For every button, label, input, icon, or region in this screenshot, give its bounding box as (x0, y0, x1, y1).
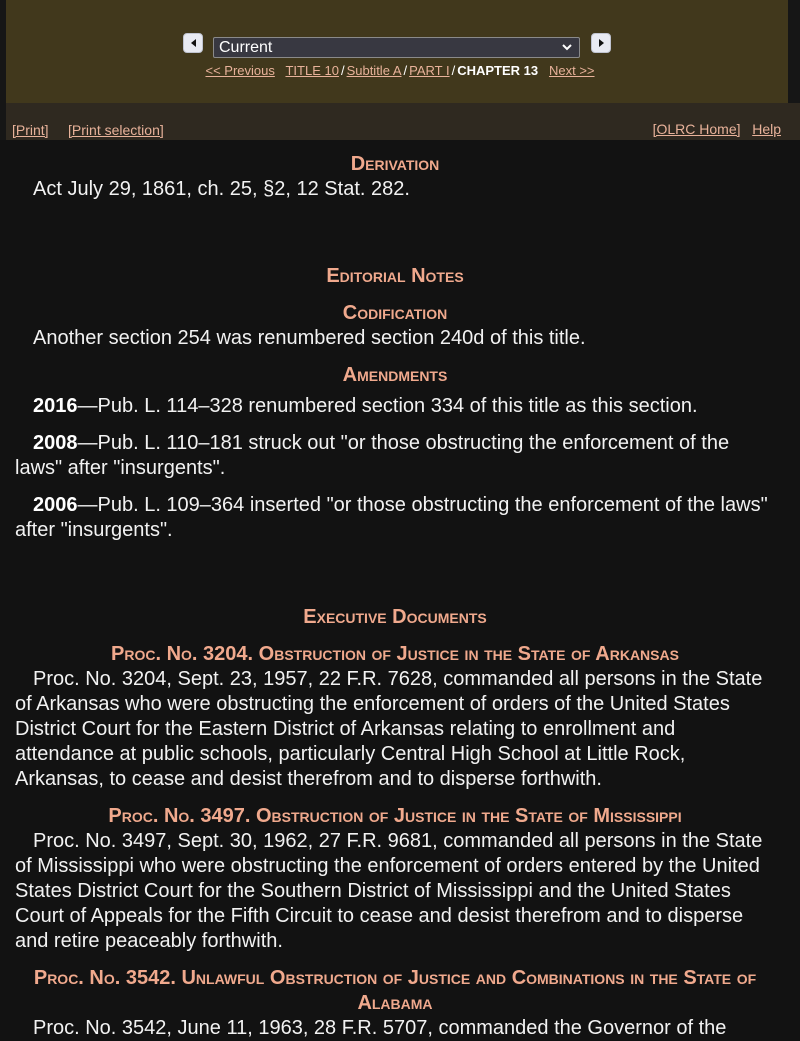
next-link[interactable]: Next >> (548, 63, 595, 78)
amendments-heading: Amendments (342, 364, 448, 386)
executive-documents-heading: Executive Documents (303, 606, 487, 628)
derivation-text: Act July 29, 1861, ch. 25, §2, 12 Stat. 282. (33, 178, 410, 200)
triangle-left-icon (191, 39, 196, 47)
print-selection-link[interactable]: [Print selection] (68, 122, 164, 138)
previous-version-button[interactable] (183, 33, 203, 53)
amendment-item (15, 493, 775, 543)
proclamation-heading: Proc. No. 3542. Unlawful Obstruction of Justice and Combinations in the State of Alabama (33, 967, 757, 1014)
next-version-button[interactable] (591, 33, 611, 53)
breadcrumb (190, 63, 610, 79)
print-link[interactable]: [Print] (12, 122, 49, 138)
proclamation-text: Proc. No. 3542, June 11, 1963, 28 F.R. 5707, commanded the Governor of the (33, 1017, 727, 1039)
amendment-year: 2016 (33, 395, 78, 417)
editorial-notes-heading: Editorial Notes (326, 265, 464, 287)
triangle-right-icon (599, 39, 604, 47)
version-nav (0, 33, 800, 59)
amendment-year: 2006 (33, 494, 78, 516)
amendment-year: 2008 (33, 432, 78, 454)
proclamation-text: Proc. No. 3497, Sept. 30, 1962, 27 F.R. 9681, commanded all persons in the State of Mississippi who were obstructing the enforcement of orders entered by the United States District Court for the Southern District of Mississippi and the United States Court of Appeals for the Fifth Circuit to cease and desist therefrom and to disperse and retire peaceably forthwith. (15, 830, 763, 952)
previous-link[interactable]: << Previous (205, 63, 275, 78)
breadcrumb-separator: / (403, 63, 408, 78)
amendment-item (15, 431, 775, 481)
breadcrumb-title[interactable]: TITLE 10 (285, 63, 339, 78)
breadcrumb-chapter: CHAPTER 13 (457, 63, 539, 78)
breadcrumb-subtitle[interactable]: Subtitle A (346, 63, 402, 78)
amendment-text: —Pub. L. 110–181 struck out "or those obstructing the enforcement of the laws" after "insurgents". (15, 432, 730, 479)
help-links (653, 121, 781, 137)
breadcrumb-separator: / (451, 63, 456, 78)
proclamation-heading: Proc. No. 3497. Obstruction of Justice in the State of Mississippi (108, 805, 682, 827)
chevron-down-icon (561, 41, 573, 53)
version-select[interactable] (213, 37, 580, 58)
breadcrumb-part[interactable]: PART I (409, 63, 450, 78)
breadcrumb-separator: / (340, 63, 345, 78)
codification-heading: Codification (342, 302, 448, 324)
document-content (15, 152, 775, 1041)
amendment-text: —Pub. L. 114–328 renumbered section 334 of this title as this section. (77, 395, 698, 417)
codification-text: Another section 254 was renumbered section 240d of this title. (33, 327, 586, 349)
proclamation-heading: Proc. No. 3204. Obstruction of Justice in the State of Arkansas (111, 643, 679, 665)
print-links (12, 122, 164, 138)
help-link[interactable]: Help (752, 121, 781, 137)
amendment-text: —Pub. L. 109–364 inserted "or those obstructing the enforcement of the laws" after "insurgents". (15, 494, 768, 541)
proclamation-text: Proc. No. 3204, Sept. 23, 1957, 22 F.R. 7628, commanded all persons in the State of Arkansas who were obstructing the enforcement of orders of the United States District Court for the Eastern District of Arkansas relating to enrollment and attendance at public schools, particularly Central High School at Little Rock, Arkansas, to cease and desist therefrom and to disperse forthwith. (15, 668, 763, 790)
derivation-heading: Derivation (350, 153, 440, 175)
olrc-home-link[interactable]: [OLRC Home] (652, 121, 741, 137)
version-select-value: Current (219, 38, 273, 56)
amendment-item (15, 394, 775, 419)
